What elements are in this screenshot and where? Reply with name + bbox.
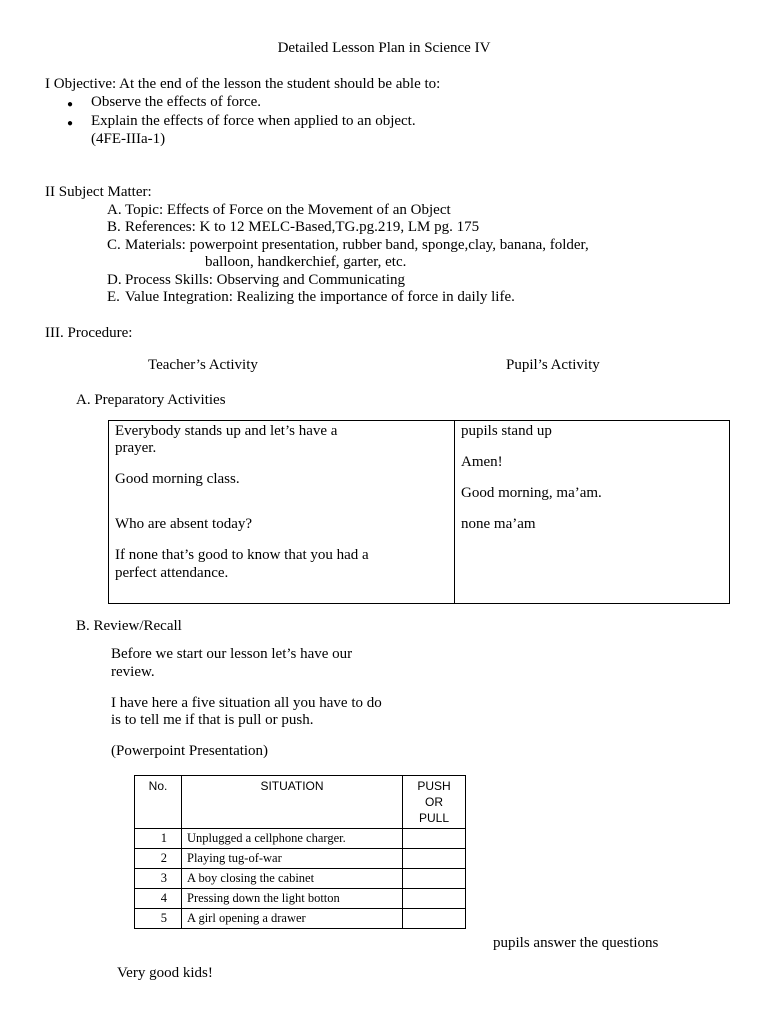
- teacher-line-3: Good morning class.: [115, 471, 240, 487]
- teacher-line-4: Who are absent today?: [115, 516, 253, 532]
- review-line-2: review.: [111, 664, 155, 680]
- closing-line: Very good kids!: [117, 965, 213, 981]
- row-number: 5: [135, 909, 182, 929]
- header-push: PUSH: [417, 779, 451, 793]
- table-row: [135, 829, 466, 849]
- row-answer-cell: [403, 889, 466, 909]
- table-row: [135, 849, 466, 869]
- teacher-line-5: If none that’s good to know that you had a: [115, 547, 369, 563]
- teacher-line-2: prayer.: [115, 440, 157, 456]
- row-answer-cell: [403, 829, 466, 849]
- subject-letter-a: A.: [107, 202, 122, 218]
- header-or: OR: [425, 795, 443, 809]
- subject-letter-b: B.: [107, 219, 121, 235]
- row-number: 4: [135, 889, 182, 909]
- row-answer-cell: [403, 869, 466, 889]
- teacher-line-6: perfect attendance.: [115, 565, 229, 581]
- pupil-activity-header: Pupil’s Activity: [506, 357, 600, 373]
- row-number: 1: [135, 829, 182, 849]
- procedure-heading: III. Procedure:: [45, 325, 133, 341]
- row-number: 3: [135, 869, 182, 889]
- table-row: [135, 909, 466, 929]
- subject-item-materials: Materials: powerpoint presentation, rubber band, sponge,clay, banana, folder,: [125, 237, 589, 253]
- column-divider: [454, 421, 455, 603]
- row-situation: Playing tug-of-war: [182, 849, 403, 869]
- section-a-label: A. Preparatory Activities: [76, 392, 226, 408]
- header-no: No.: [135, 776, 182, 829]
- row-answer-cell: [403, 849, 466, 869]
- subject-item-references: References: K to 12 MELC-Based,TG.pg.219, LM pg. 175: [125, 219, 480, 235]
- header-situation: SITUATION: [182, 776, 403, 829]
- pupil-line-4: none ma’am: [461, 516, 536, 532]
- row-situation: A boy closing the cabinet: [182, 869, 403, 889]
- document-title: Detailed Lesson Plan in Science IV: [277, 40, 491, 56]
- objective-item-2: Explain the effects of force when applied to an object.: [91, 113, 416, 129]
- pupil-line-1: pupils stand up: [461, 423, 552, 439]
- subject-letter-c: C.: [107, 237, 121, 253]
- row-answer-cell: [403, 909, 466, 929]
- bullet-icon: ●: [67, 118, 74, 129]
- subject-matter-heading: II Subject Matter:: [45, 184, 152, 200]
- row-situation: Unplugged a cellphone charger.: [182, 829, 403, 849]
- objective-heading: I Objective: At the end of the lesson the student should be able to:: [45, 76, 441, 92]
- bullet-icon: ●: [67, 99, 74, 110]
- row-number: 2: [135, 849, 182, 869]
- row-situation: A girl opening a drawer: [182, 909, 403, 929]
- review-line-1: Before we start our lesson let’s have our: [111, 646, 353, 662]
- subject-item-process-skills: Process Skills: Observing and Communicating: [125, 272, 405, 288]
- section-b-label: B. Review/Recall: [76, 618, 182, 634]
- pupil-line-2: Amen!: [461, 454, 503, 470]
- subject-letter-d: D.: [107, 272, 122, 288]
- situation-table: [134, 775, 466, 929]
- subject-item-materials-cont: balloon, handkerchief, garter, etc.: [205, 254, 407, 270]
- review-line-4: is to tell me if that is pull or push.: [111, 712, 314, 728]
- table-row: [135, 889, 466, 909]
- header-pull: PULL: [418, 811, 450, 825]
- pupil-line-3: Good morning, ma’am.: [461, 485, 602, 501]
- teacher-activity-header: Teacher’s Activity: [148, 357, 258, 373]
- table-row: [135, 869, 466, 889]
- objective-item-1: Observe the effects of force.: [91, 94, 262, 110]
- header-push-or-pull: [403, 776, 466, 829]
- table-header-row: [135, 776, 466, 829]
- review-line-3: I have here a five situation all you have to do: [111, 695, 382, 711]
- subject-letter-e: E.: [107, 289, 120, 305]
- subject-item-value-integration: Value Integration: Realizing the importance of force in daily life.: [125, 289, 515, 305]
- subject-item-topic: Topic: Effects of Force on the Movement of an Object: [125, 202, 451, 218]
- review-line-5: (Powerpoint Presentation): [111, 743, 269, 759]
- pupil-answer-note: pupils answer the questions: [493, 935, 659, 951]
- objective-code: (4FE-IIIa-1): [91, 131, 166, 147]
- teacher-line-1: Everybody stands up and let’s have a: [115, 423, 338, 439]
- row-situation: Pressing down the light botton: [182, 889, 403, 909]
